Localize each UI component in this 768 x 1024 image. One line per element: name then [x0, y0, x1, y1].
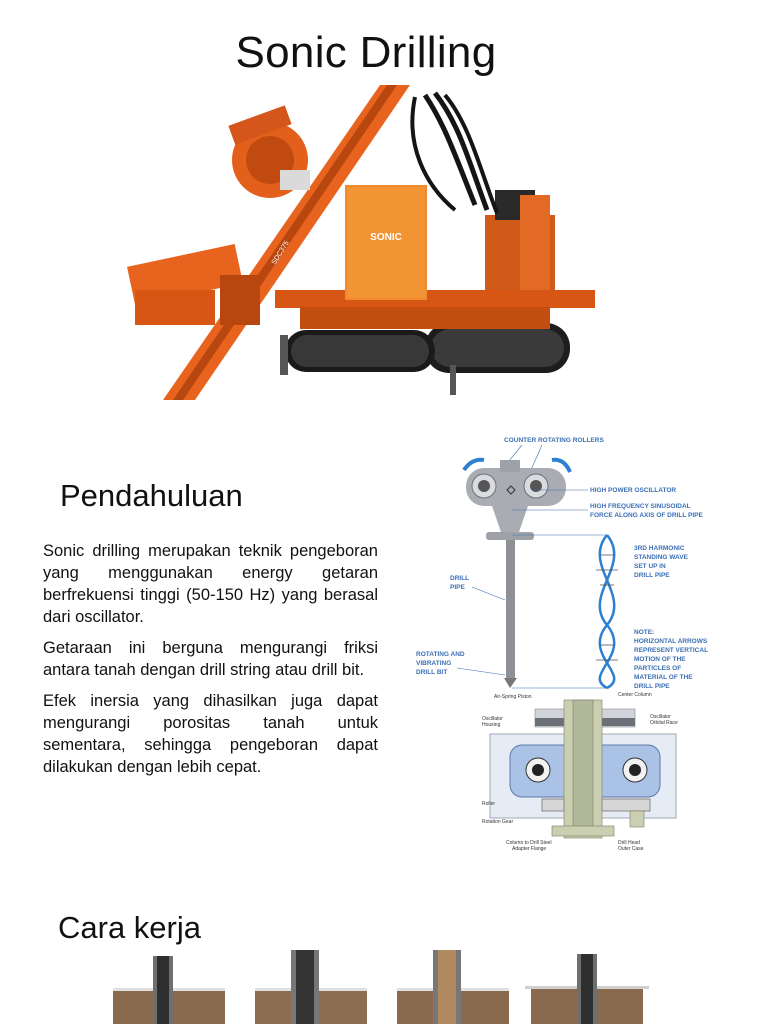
label-wave-2: STANDING WAVE — [634, 554, 688, 561]
label-column-1: Column to Drill Steel — [506, 840, 552, 846]
sonic-brand-text: SONIC — [370, 232, 402, 243]
label-osc-housing-1: Oscillator — [482, 716, 503, 722]
label-note-7: DRILL PIPE — [634, 683, 670, 690]
label-oscillator: HIGH POWER OSCILLATOR — [590, 487, 677, 494]
section-heading-cara-kerja: Cara kerja — [58, 910, 201, 945]
label-pipe-2: PIPE — [450, 584, 465, 591]
standing-wave-helix — [596, 535, 618, 688]
label-orbital-2: Orbital Race — [650, 720, 678, 726]
intro-text-block — [43, 540, 378, 787]
slide-title: Sonic Drilling — [235, 28, 497, 77]
drilling-step-1 — [113, 956, 225, 1024]
label-bit-1: ROTATING AND — [416, 651, 465, 658]
crawler-track-right — [425, 323, 570, 373]
section-heading-pendahuluan: Pendahuluan — [60, 478, 243, 513]
label-wave-3: SET UP IN — [634, 563, 666, 570]
label-osc-housing-2: Housing — [482, 722, 501, 728]
label-outer-1: Drill Head — [618, 840, 640, 846]
oscillator-head — [466, 460, 566, 540]
label-air-spring: Air-Spring Piston — [494, 694, 532, 700]
label-outer-2: Outer Case — [618, 846, 644, 852]
label-counter-rollers: COUNTER ROTATING ROLLERS — [504, 437, 604, 444]
drill-rig-image — [125, 85, 600, 400]
label-force-2: FORCE ALONG AXIS OF DRILL PIPE — [590, 512, 703, 519]
label-column-2: Adapter Flange — [512, 846, 547, 852]
oscillator-cross-section-diagram — [478, 690, 678, 858]
drilling-step-2 — [255, 950, 367, 1024]
intro-paragraph-1: Sonic drilling merupakan teknik pengeboran yang menggunakan energy getaran berfrekuensi tinggi (50-150 Hz) yang berasal dari oscillator. — [43, 542, 378, 626]
label-note-2: HORIZONTAL ARROWS — [634, 638, 708, 645]
label-roller: Roller — [482, 801, 496, 807]
label-rotation-gear: Rotation Gear — [482, 819, 514, 825]
rig-chassis — [275, 290, 595, 308]
label-wave-1: 3RD HARMONIC — [634, 545, 685, 552]
label-force-1: HIGH FREQUENCY SINUSOIDAL — [590, 503, 691, 510]
label-center-column: Center Column — [618, 692, 652, 698]
mast-model-text: SDC375 — [270, 239, 291, 267]
crawler-track-left — [285, 330, 435, 372]
drilling-step-4 — [525, 954, 649, 1024]
drill-head — [228, 105, 310, 198]
label-pipe-1: DRILL — [450, 575, 470, 582]
drill-pipe — [506, 540, 515, 680]
label-note-3: REPRESENT VERTICAL — [634, 647, 709, 654]
intro-paragraph-2: Getaraan ini berguna mengurangi friksi antara tanah dengan drill string atau drill bit. — [43, 639, 378, 679]
label-note-6: MATERIAL OF THE — [634, 674, 693, 681]
label-note-5: PARTICLES OF — [634, 665, 682, 672]
label-bit-3: DRILL BIT — [416, 669, 448, 676]
label-bit-2: VIBRATING — [416, 660, 452, 667]
label-wave-4: DRILL PIPE — [634, 572, 670, 579]
label-note-1: NOTE: — [634, 629, 655, 636]
intro-paragraph-3: Efek inersia yang dihasilkan juga dapat mengurangi porositas tanah untuk sementara, sehingga pengeboran dapat dilakukan dengan lebih cepat. — [43, 692, 378, 776]
drilling-step-3 — [397, 950, 509, 1024]
label-orbital-1: Oscillator — [650, 714, 671, 720]
sonic-cabinet — [345, 185, 427, 300]
label-note-4: MOTION OF THE — [634, 656, 686, 663]
drilling-steps-illustration — [105, 950, 665, 1024]
sonic-wave-diagram — [412, 430, 757, 690]
